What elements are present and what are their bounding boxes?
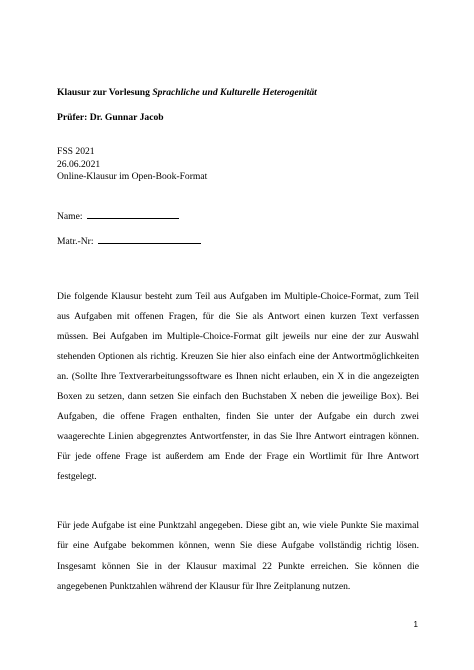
exam-format: Online-Klausur im Open-Book-Format: [57, 171, 208, 183]
exam-meta: [57, 146, 207, 184]
exam-date: 26.06.2021: [57, 158, 101, 170]
course-name: Sprachliche und Kulturelle Heterogenität: [152, 87, 317, 98]
matr-blank-line: [98, 234, 201, 244]
name-field: [57, 209, 179, 222]
matr-field: [57, 234, 201, 247]
examiner-line: Prüfer: Dr. Gunnar Jacob: [57, 112, 164, 123]
matr-label: Matr.-Nr:: [57, 236, 94, 247]
name-label: Name:: [57, 211, 83, 222]
name-blank-line: [87, 209, 179, 219]
page-number: 1: [413, 620, 418, 629]
exam-title: [57, 87, 317, 98]
instructions-paragraph-2: Für jede Aufgabe ist eine Punktzahl angegeben. Diese gibt an, wie viele Punkte Sie maximal für eine Aufgabe bekommen können, wenn Sie diese Aufgabe vollständig richtig lösen. Insgesamt können Sie in der Klausur maximal 22 Punkte erreichen. Sie können die angegebenen Punktzahlen während der Klausur für Ihre Zeitplanung nutzen.: [57, 520, 419, 592]
semester: FSS 2021: [57, 146, 95, 157]
exam-title-prefix: Klausur zur Vorlesung: [57, 87, 153, 98]
instructions-paragraph-1: Die folgende Klausur besteht zum Teil aus Aufgaben im Multiple-Choice-Format, zum Teil aus Aufgaben mit offenen Fragen, für die Sie als Antwort einen kurzen Text verfassen müssen. Bei Aufgaben im Multiple-Choice-Format gilt jeweils nur eine der zur Auswahl stehenden Optionen als richtig. Kreuzen Sie hier also einfach eine der Antwortmöglichkeiten an. (Sollte Ihre Textverarbeitungssoftware es Ihnen nicht erlauben, ein X in die angezeigten Boxen zu setzen, dann setzen Sie einfach den Buchstaben X neben die jeweilige Box). Bei Aufgaben, die offene Fragen enthalten, finden Sie unter der Aufgabe ein durch zwei waagerechte Linien abgegrenztes Antwortfenster, in das Sie Ihre Antwort eintragen können. Für jede offene Frage ist außerdem am Ende der Frage ein Wortlimit für Ihre Antwort festgelegt.: [57, 291, 419, 482]
